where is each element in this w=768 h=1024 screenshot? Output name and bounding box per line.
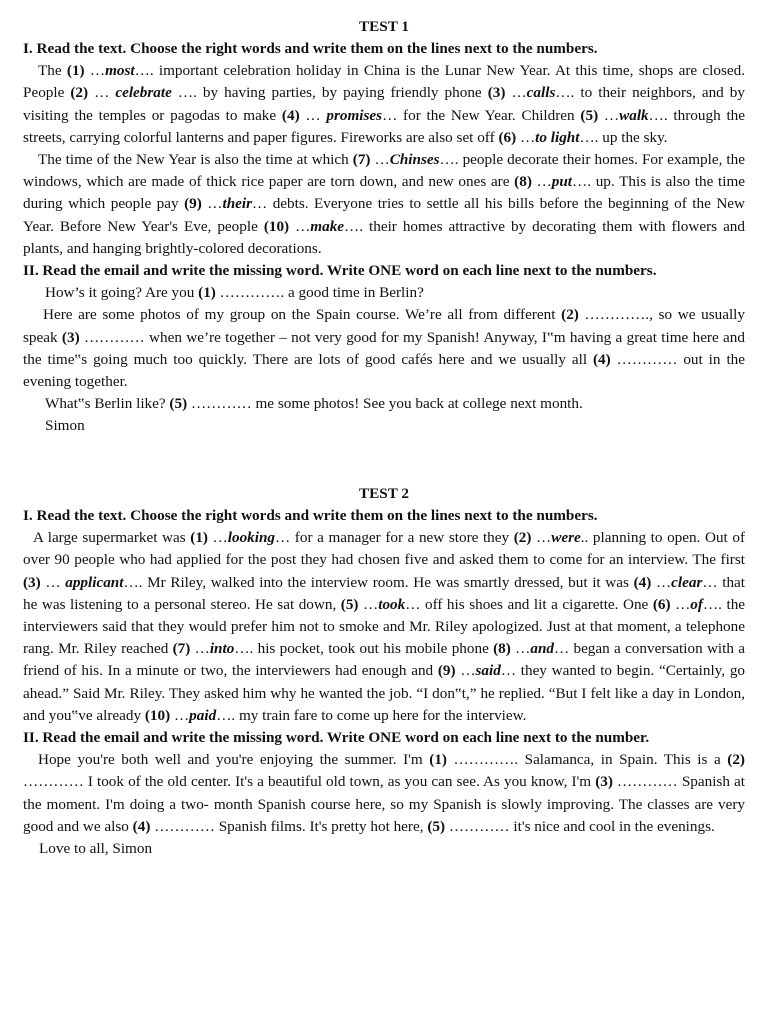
question-number: (9): [184, 195, 202, 213]
text-run: The time of the New Year is also the time at which: [38, 151, 353, 169]
test-2-title: TEST 2: [359, 485, 409, 502]
blank-dots: …: [670, 595, 691, 613]
blank-dots: …: [598, 106, 620, 124]
question-number: (5): [427, 817, 446, 835]
test-1-title: TEST 1: [359, 18, 409, 35]
question-number: (4): [633, 573, 652, 591]
text-run: …. people decorate their homes. For example, the windows, which are made of thick rice paper are torn down, and new ones are: [23, 151, 745, 191]
answer-word: make: [310, 217, 345, 235]
answer-word: most: [105, 62, 135, 80]
text-run: …. my train fare to come up here for the interview.: [216, 706, 527, 724]
answer-word: applicant: [65, 573, 124, 591]
question-number: (1): [429, 751, 447, 769]
blank-dots: …: [358, 595, 379, 613]
text-run: Here are some photos of my group on the Spain course. We’re all from different: [43, 306, 562, 324]
blank-dots: …: [516, 128, 536, 146]
question-number: (2): [561, 306, 579, 324]
answer-word: said: [475, 662, 501, 680]
question-number: (2): [727, 751, 745, 769]
blank-dots: …: [88, 84, 116, 102]
text-run: A large supermarket was: [33, 529, 191, 547]
question-number: (6): [498, 128, 517, 146]
blank-dots: …: [299, 106, 327, 124]
answer-word: took: [378, 595, 406, 613]
text-run: …. up. This is also the time during which people pay: [23, 173, 745, 213]
answer-word: Chinses: [389, 151, 440, 169]
question-number: (4): [592, 350, 611, 368]
answer-word: their: [222, 195, 253, 213]
text-run: ………… when we’re together – not very good for my Spanish! Anyway, I‟m having a great time here and the time‟s going much too quickly. There are lots of good cafés here and we usually all: [23, 328, 745, 368]
answer-word: looking: [227, 529, 276, 547]
blank-dots: …: [651, 573, 672, 591]
text-run: …. important celebration holiday in China is the Lunar New Year. At this time, shops are closed. People: [23, 62, 745, 102]
blank-dots: …: [40, 573, 66, 591]
question-number: (2): [513, 529, 532, 547]
text-run: … off his shoes and lit a cigarette. One: [405, 595, 653, 613]
blank-dots: …: [190, 640, 210, 658]
question-number: (1): [66, 62, 85, 80]
question-number: (2): [70, 84, 89, 102]
question-number: (7): [172, 640, 191, 658]
question-number: (10): [144, 706, 171, 724]
blank-dots: …: [510, 640, 531, 658]
text-run: …………. a good time in Berlin?: [215, 284, 424, 302]
text-run: …………. Salamanca, in Spain. This is a: [446, 751, 728, 769]
text-run: …. his pocket, took out his mobile phone: [234, 640, 494, 658]
test-2-part-1-paragraph: [23, 527, 745, 727]
question-number: (5): [580, 106, 599, 124]
text-run: … they wanted to begin. “Certainly, go ahead.” Said Mr. Riley. They asked him why he wanted the job. “I don‟t,” he replied. “But I felt like a day in London, and you‟ve already: [23, 662, 746, 724]
answer-word: to light: [535, 128, 580, 146]
answer-word: calls: [526, 84, 556, 102]
text-run: … debts. Everyone tries to settle all his bills before the beginning of the New Year. Before New Year's Eve, people: [23, 195, 745, 235]
answer-word: celebrate: [115, 84, 172, 102]
blank-dots: …: [207, 529, 228, 547]
question-number: (3): [61, 328, 80, 346]
answer-word: were: [551, 529, 581, 547]
question-number: (9): [437, 662, 456, 680]
question-number: (10): [263, 217, 290, 235]
text-run: ………… out in the evening together.: [23, 350, 745, 391]
text-run: … for a manager for a new store they: [275, 529, 514, 547]
text-run: … for the New Year. Children: [382, 106, 581, 124]
test-1-email-line-3: [23, 393, 745, 415]
answer-word: clear: [671, 573, 703, 591]
test-1-section: [23, 16, 745, 438]
text-run: The: [38, 62, 67, 80]
text-run: ………… Spanish at the moment. I'm doing a two- month Spanish course here, so my Spanish is slowly improving. The classes are very good and we also: [23, 773, 745, 835]
test-2-email-paragraph: [23, 749, 745, 838]
question-number: (8): [493, 640, 511, 658]
test-2-part-1-heading: I. Read the text. Choose the right words and write them on the lines next to the numbers.: [23, 507, 598, 524]
question-number: (4): [281, 106, 300, 124]
text-run: …. up the sky.: [579, 128, 668, 146]
answer-word: of: [690, 595, 703, 613]
question-number: (3): [595, 773, 613, 791]
test-2-email-signature: Love to all, Simon: [39, 840, 153, 858]
answer-word: paid: [189, 706, 217, 724]
text-run: …. their homes attractive by decorating them with flowers and plants, and hanging brightly-colored decorations.: [23, 217, 745, 257]
test-2-part-2-heading: II. Read the email and write the missing word. Write ONE word on each line next to the number.: [23, 729, 650, 747]
question-number: (1): [190, 529, 208, 547]
answer-word: and: [530, 640, 554, 658]
text-run: What‟s Berlin like?: [45, 395, 170, 413]
text-run: Hope you're both well and you're enjoying the summer. I'm: [38, 751, 430, 769]
text-run: ………… I took of the old center. It's a beautiful old town, as you can see. As you know, I'm: [23, 773, 596, 791]
text-run: How’s it going? Are you: [45, 284, 199, 302]
text-run: … began a conversation with a friend of his. In a minute or two, the interviewers had enough and: [23, 640, 746, 680]
question-number: (3): [23, 573, 41, 591]
blank-dots: …: [289, 217, 311, 235]
test-1-email-line-1: [23, 282, 745, 304]
text-run: …. Mr Riley, walked into the interview room. He was smartly dressed, but it was: [123, 573, 634, 591]
test-1-email-paragraph: [23, 304, 745, 393]
question-number: (3): [487, 84, 506, 102]
blank-dots: …: [201, 195, 223, 213]
blank-dots: …: [531, 529, 552, 547]
test-1-email-signature: Simon: [45, 417, 85, 435]
question-number: (5): [169, 395, 188, 413]
text-run: …………., so we usually speak: [23, 306, 745, 346]
text-run: ………… it's nice and cool in the evenings.: [445, 817, 715, 835]
text-run: .. planning to open. Out of over 90 people who had applied for the post they had chosen five and asked them to come for an interview. The first: [23, 529, 746, 569]
answer-word: put: [551, 173, 573, 191]
text-run: …. through the streets, carrying colorful lanterns and paper figures. Fireworks are also set off: [23, 106, 745, 146]
test-1-part-2-heading: II. Read the email and write the missing word. Write ONE word on each line next to the numbers.: [23, 262, 657, 280]
test-1-part-1-paragraph-1: [23, 60, 745, 149]
answer-word: walk: [619, 106, 649, 124]
question-number: (1): [198, 284, 216, 302]
blank-dots: …: [531, 173, 552, 191]
blank-dots: …: [370, 151, 390, 169]
blank-dots: …: [170, 706, 190, 724]
blank-dots: …: [84, 62, 106, 80]
text-run: …. by having parties, by paying friendly phone: [171, 84, 488, 102]
text-run: …. to their neighbors, and by visiting the temples or pagodas to make: [23, 84, 745, 124]
test-2-section: [23, 483, 745, 860]
question-number: (8): [514, 173, 532, 191]
answer-word: promises: [326, 106, 383, 124]
blank-dots: …: [505, 84, 527, 102]
test-1-part-1-paragraph-2: [23, 149, 745, 260]
question-number: (5): [340, 595, 359, 613]
question-number: (7): [352, 151, 371, 169]
text-run: ………… me some photos! See you back at college next month.: [187, 395, 583, 413]
text-run: …. the interviewers said that they would prefer him not to smoke and Mr. Riley apologized. Just at that moment, a telephone rang. Mr. Riley reached: [23, 595, 746, 658]
test-1-part-1-heading: I. Read the text. Choose the right words and write them on the lines next to the numbers.: [23, 40, 598, 57]
text-run: ………… Spanish films. It's pretty hot here,: [150, 817, 428, 835]
question-number: (4): [132, 817, 151, 835]
answer-word: into: [209, 640, 235, 658]
blank-dots: …: [455, 662, 476, 680]
text-run: … that he was listening to a personal stereo. He sat down,: [23, 573, 746, 613]
question-number: (6): [652, 595, 671, 613]
